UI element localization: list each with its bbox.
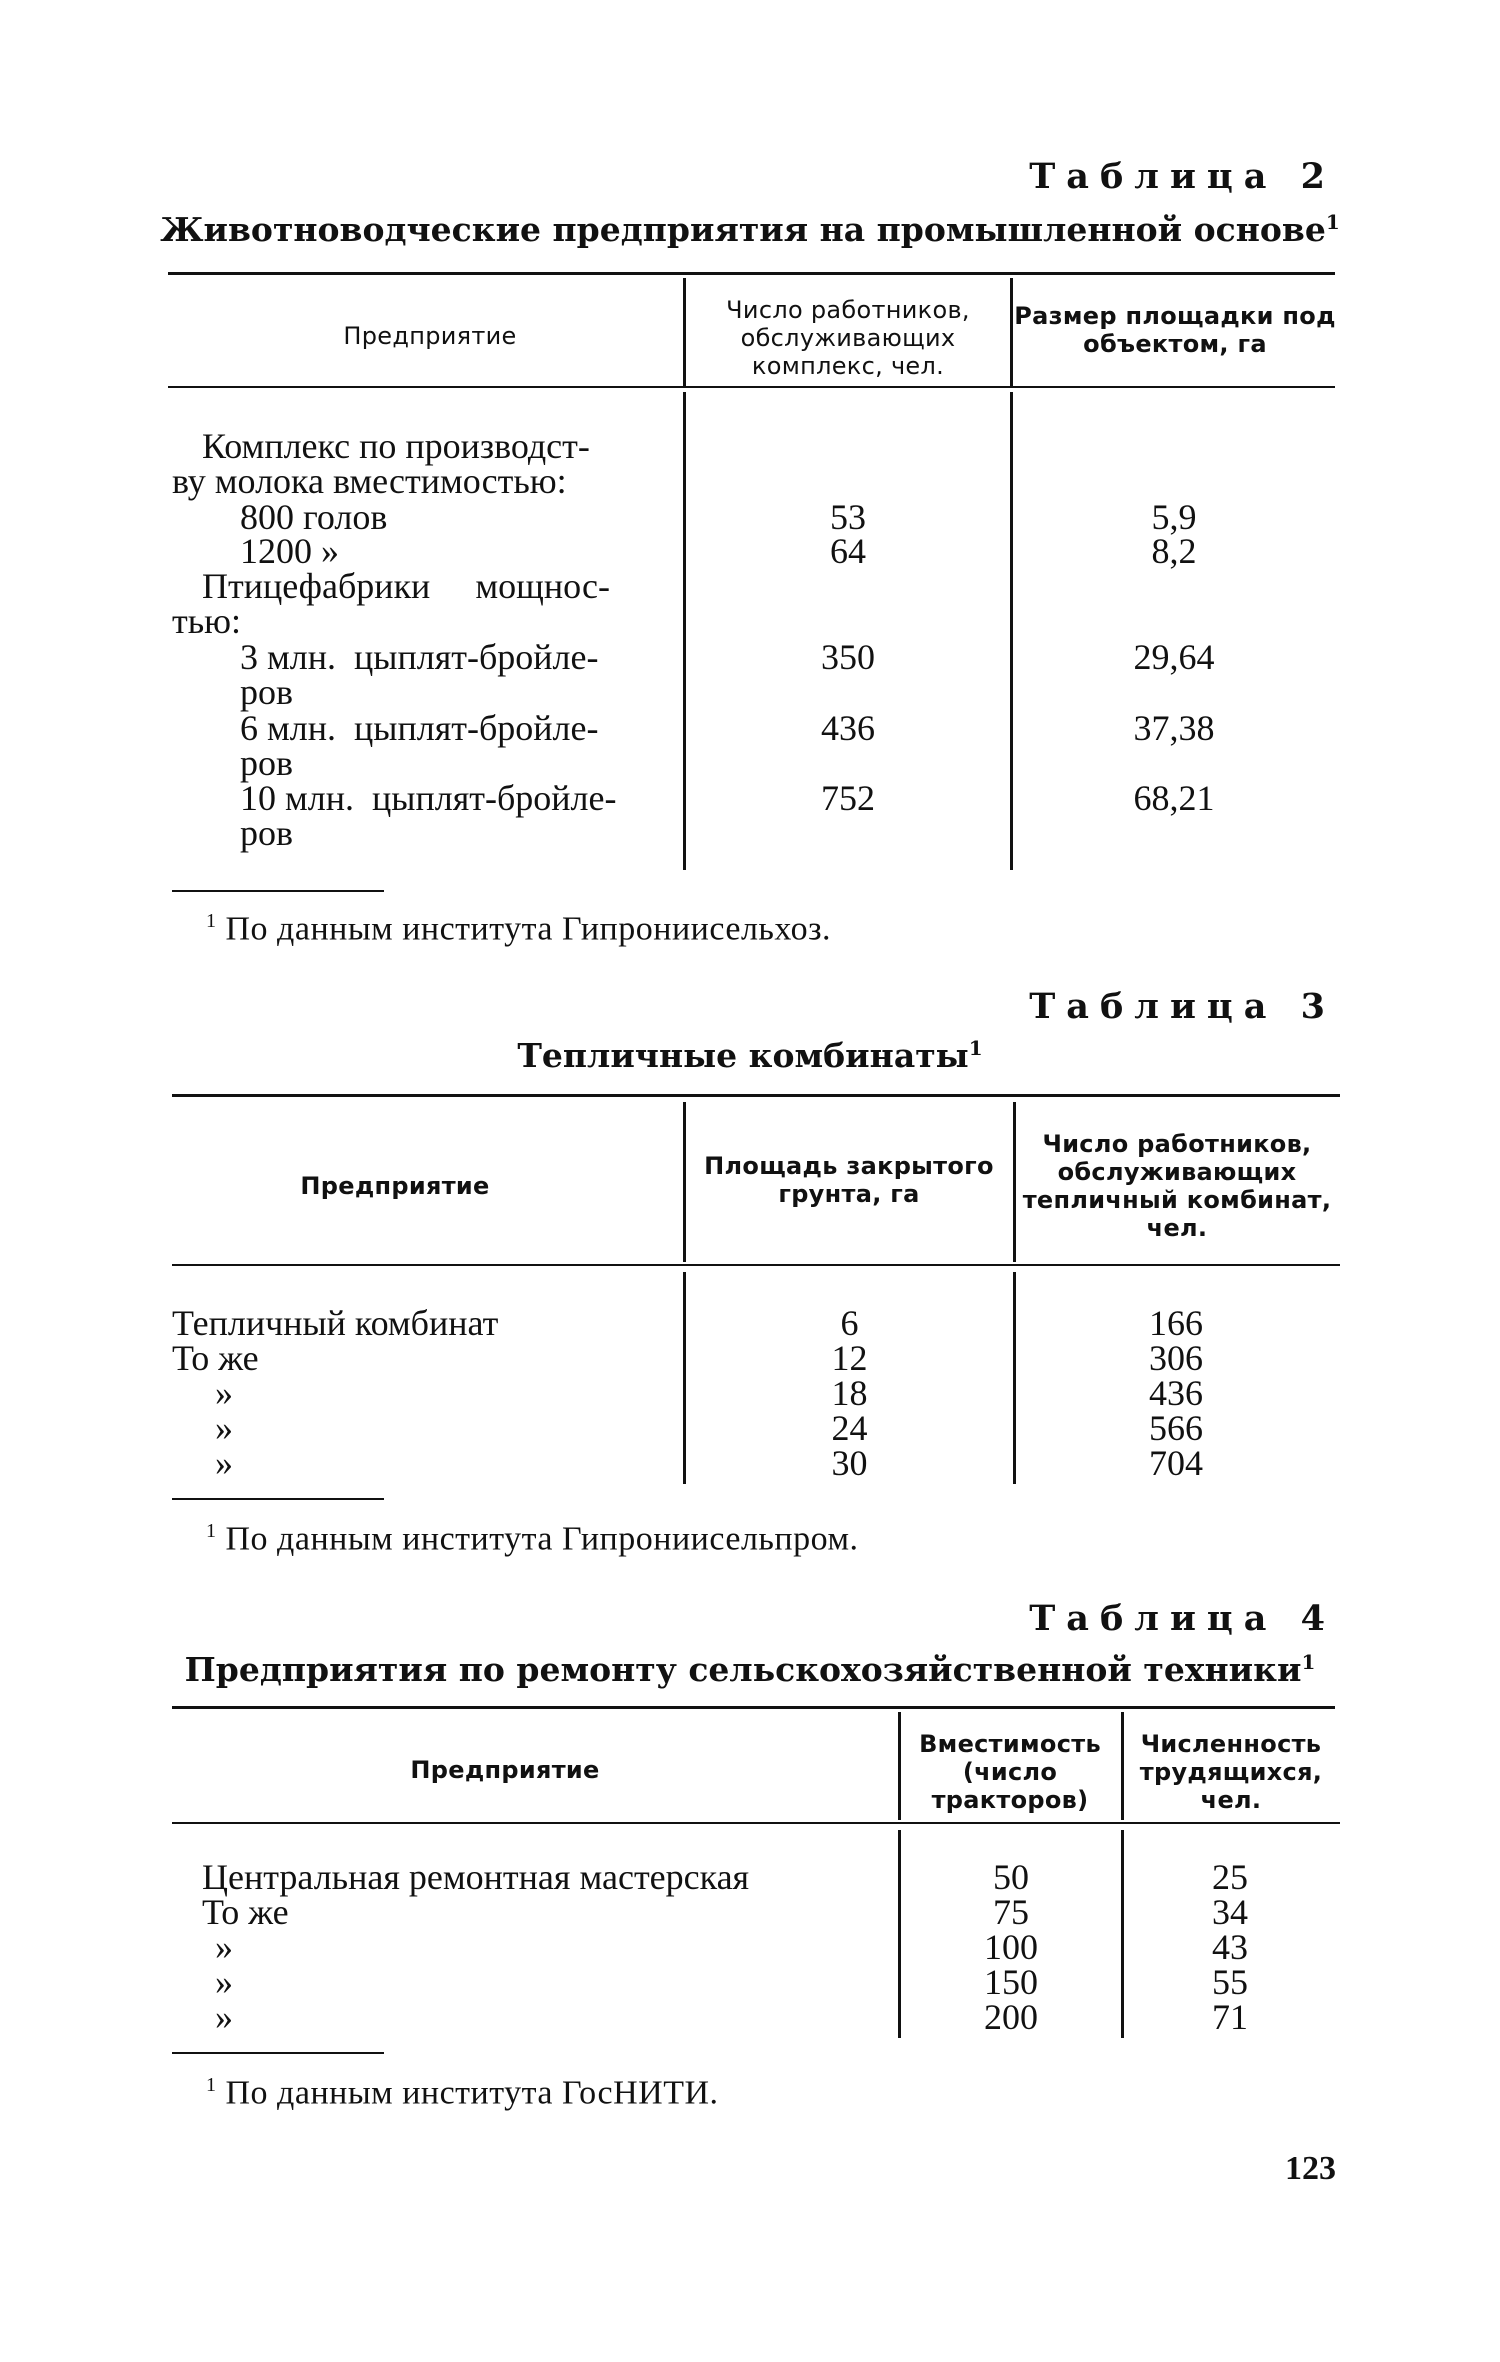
table-cell: ров xyxy=(240,743,293,783)
table-cell: 150 xyxy=(984,1962,1038,2002)
table-cell: Птицефабрики мощнос- xyxy=(202,566,610,606)
table2-footnote-rule xyxy=(172,890,384,892)
table-cell: 10 млн. цыплят-бройле- xyxy=(240,778,617,818)
table-cell: 350 xyxy=(821,637,875,677)
table-cell: 436 xyxy=(821,708,875,748)
table-cell: 8,2 xyxy=(1151,531,1197,571)
table3-header-enterprise: Предприятие xyxy=(300,1172,490,1200)
table4-header-enterprise: Предприятие xyxy=(410,1756,600,1784)
table-cell: 37,38 xyxy=(1133,708,1215,748)
table3-header-rule xyxy=(172,1264,1340,1266)
table4-title: Предприятия по ремонту сельскохозяйственной техники$^1$ xyxy=(184,1650,1316,1689)
table3-header-area: Площадь закрытого грунта, га xyxy=(704,1152,994,1208)
table4-header-workers: Численность трудящихся, чел. xyxy=(1139,1730,1323,1814)
table3-footnote-rule xyxy=(172,1498,384,1500)
table-cell: » xyxy=(215,1408,233,1448)
table-cell: 64 xyxy=(830,531,866,571)
table2-title: Животноводческие предприятия на промышленной основе$^1$ xyxy=(160,210,1340,249)
table-cell: 24 xyxy=(831,1408,868,1448)
table-cell: 6 xyxy=(840,1303,859,1343)
table2-title-note: 1 xyxy=(1325,210,1340,234)
table3-col-divider xyxy=(683,1102,686,1262)
table-cell: 752 xyxy=(821,778,875,818)
table4-label: Таблица 4 xyxy=(1029,1598,1336,1639)
table-cell: Тепличный комбинат xyxy=(172,1303,499,1343)
table-cell: ров xyxy=(240,672,293,712)
table-cell: 75 xyxy=(993,1892,1029,1932)
table-cell: То же xyxy=(202,1892,289,1932)
table-cell: » xyxy=(215,1373,233,1413)
table4-footnote: $^1$ По данным института ГосНИТИ. xyxy=(206,2074,719,2112)
table3-footnote: $^1$ По данным института Гипрониисельпром. xyxy=(206,1520,859,1558)
table-cell: 800 голов xyxy=(240,497,388,537)
table2-header-workers: Число работников, обслуживающих комплекс, чел. xyxy=(726,296,970,380)
table-cell: 43 xyxy=(1212,1927,1248,1967)
table-cell: 306 xyxy=(1149,1338,1203,1378)
table2-header-area: Размер площадки под объектом, га xyxy=(1014,302,1336,358)
table-cell: ву молока вместимостью: xyxy=(172,461,567,501)
table4-header-capacity: Вместимость (число тракторов) xyxy=(919,1730,1101,1814)
table3-label: Таблица 3 xyxy=(1029,986,1336,1027)
table-cell: 68,21 xyxy=(1133,778,1215,818)
table4-col-divider xyxy=(898,1712,901,1820)
table-cell: 100 xyxy=(984,1927,1038,1967)
table4-footnote-rule xyxy=(172,2052,384,2054)
table-cell: 3 млн. цыплят-бройле- xyxy=(240,637,599,677)
table-cell: 6 млн. цыплят-бройле- xyxy=(240,708,599,748)
table-cell: 200 xyxy=(984,1997,1038,2037)
table-cell: 566 xyxy=(1149,1408,1203,1448)
table-cell: 18 xyxy=(831,1373,868,1413)
table3-top-rule xyxy=(172,1094,1340,1097)
table2-label: Таблица 2 xyxy=(1029,156,1336,197)
table2-header-enterprise: Предприятие xyxy=(343,322,517,350)
table-cell: 34 xyxy=(1212,1892,1248,1932)
table-cell: » xyxy=(215,1997,233,2037)
table-cell: » xyxy=(215,1962,233,2002)
table4-title-note: 1 xyxy=(1301,1650,1316,1674)
table4-header-rule xyxy=(172,1822,1340,1824)
table4-col-divider xyxy=(1121,1712,1124,1820)
table-cell: 55 xyxy=(1212,1962,1248,2002)
table-cell: 29,64 xyxy=(1133,637,1215,677)
page-number: 123 xyxy=(1285,2150,1336,2187)
table2-header-rule xyxy=(168,386,1335,388)
table3-title-note: 1 xyxy=(968,1036,983,1060)
table4-top-rule xyxy=(172,1706,1335,1709)
table-cell: 166 xyxy=(1149,1303,1203,1343)
table-cell: 704 xyxy=(1149,1443,1203,1483)
table2-col-divider xyxy=(683,278,686,386)
table-cell: 50 xyxy=(993,1857,1029,1897)
table-cell: 53 xyxy=(830,497,866,537)
table-cell: 71 xyxy=(1212,1997,1248,2037)
table-cell: 1200 » xyxy=(240,531,339,571)
table-cell: 436 xyxy=(1149,1373,1203,1413)
table-cell: ров xyxy=(240,813,293,853)
table-cell: тью: xyxy=(172,601,242,641)
table-cell: 25 xyxy=(1212,1857,1248,1897)
table-cell: Комплекс по производст- xyxy=(202,426,590,466)
table-cell: » xyxy=(215,1927,233,1967)
table-cell: То же xyxy=(172,1338,259,1378)
table2-top-rule xyxy=(168,272,1335,275)
table-cell: 30 xyxy=(831,1443,868,1483)
table-cell: Центральная ремонтная мастерская xyxy=(202,1857,750,1897)
table-cell: 12 xyxy=(831,1338,868,1378)
table3-title: Тепличные комбинаты$^1$ xyxy=(517,1036,983,1075)
table2-footnote: $^1$ По данным института Гипрониисельхоз. xyxy=(206,910,832,948)
table2-col-divider xyxy=(1010,278,1013,386)
table3-header-workers: Число работников, обслуживающих тепличный комбинат, чел. xyxy=(1022,1130,1332,1242)
table-cell: 5,9 xyxy=(1151,497,1197,537)
table-cell: » xyxy=(215,1443,233,1483)
